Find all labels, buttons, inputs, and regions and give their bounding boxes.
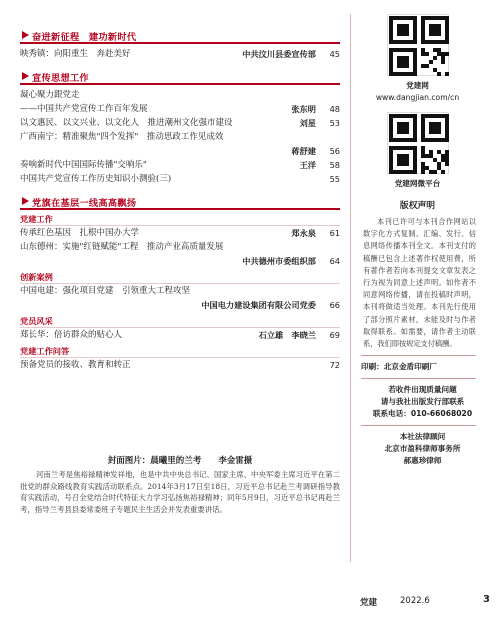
toc-entry[interactable] <box>20 240 340 254</box>
divider <box>361 378 476 379</box>
contents-column <box>20 28 340 372</box>
info-column <box>350 14 484 562</box>
divider <box>361 355 476 356</box>
divider <box>361 425 476 426</box>
entry-author: 刘星 <box>299 118 316 128</box>
legal-title: 本社法律顾问 <box>399 432 446 442</box>
entry-author: 石立雄 李晓兰 <box>258 330 316 340</box>
entry-title: 奏响新时代中国国际传播"交响乐" <box>20 160 147 170</box>
entry-title: 凝心聚力跟党走 <box>20 90 80 100</box>
entry-title: 广西南宁：精准聚焦"四个发挥" 推动思政工作见成效 <box>20 132 224 142</box>
notice-line-1: 若收件出现质量问题 <box>388 385 457 395</box>
cover-note <box>20 454 340 515</box>
entry-author: 中共汶川县委宣传部 <box>242 49 316 59</box>
legal-block <box>351 431 484 467</box>
entry-page: 64 <box>329 256 340 266</box>
entry-page: 55 <box>329 174 340 184</box>
qr-block-web <box>351 14 484 104</box>
qr-label-wechat: 党建网微平台 <box>394 179 441 188</box>
law-firm: 北京市盈科律师事务所 <box>384 444 461 454</box>
printer-info <box>351 361 484 373</box>
entry-title: 映秀镇：向阳重生 奔赴美好 <box>20 49 131 59</box>
entry-author: 张东明 <box>291 104 316 114</box>
toc-entry[interactable] <box>20 88 340 102</box>
toc-entry[interactable] <box>20 254 340 268</box>
section-title: 宣传思想工作 <box>32 73 89 84</box>
lawyer-name: 郝惠珍律师 <box>403 456 442 466</box>
toc-entry[interactable] <box>20 102 340 116</box>
toc-entry[interactable] <box>20 298 340 312</box>
toc-entry[interactable] <box>20 226 340 240</box>
entry-title: 郑长华：倍访群众的贴心人 <box>20 330 123 340</box>
toc-entry[interactable] <box>20 116 340 130</box>
entry-author: 王洋 <box>299 160 316 170</box>
entry-page: 53 <box>329 118 340 128</box>
toc-entry[interactable] <box>20 172 340 186</box>
entry-author: 中共德州市委组织部 <box>242 256 316 266</box>
entry-title: 预备党员的接收、教育和转正 <box>20 360 131 370</box>
entry-title: ——中国共产党宣传工作百年发展 <box>20 104 148 114</box>
entry-author: 中国电力建设集团有限公司党委 <box>201 300 316 310</box>
arrow-icon <box>22 197 29 205</box>
arrow-icon <box>22 72 29 80</box>
qr-code-wechat[interactable] <box>387 112 449 174</box>
entry-page: 45 <box>329 49 340 59</box>
section-header <box>20 194 340 210</box>
subsection-title: 党建工作问答 <box>20 345 340 358</box>
entry-page: 72 <box>329 360 340 370</box>
printer-line: 印刷：北京金盾印刷厂 <box>361 362 437 372</box>
qr-code-website[interactable] <box>387 14 449 76</box>
entry-page: 61 <box>329 228 340 238</box>
toc-entry[interactable] <box>20 358 340 372</box>
section-header <box>20 69 340 85</box>
entry-author: 蒋舒建 <box>291 146 316 156</box>
toc-entry[interactable] <box>20 144 340 158</box>
entry-page: 48 <box>329 104 340 114</box>
toc-entry[interactable] <box>20 130 340 144</box>
entry-title: 中国电建：强化项目党建 引领重大工程攻坚 <box>20 286 191 296</box>
subsection-title: 党员风采 <box>20 315 340 328</box>
entry-page: 69 <box>329 330 340 340</box>
page-number: 3 <box>483 594 490 605</box>
entry-page: 66 <box>329 300 340 310</box>
section-title: 奋进新征程 建功新时代 <box>32 32 137 43</box>
subsection-title: 党建工作 <box>20 213 340 226</box>
toc-entry[interactable] <box>20 47 340 61</box>
arrow-icon <box>22 31 29 39</box>
cover-description: 河南兰考是焦裕禄精神发祥地，也是中共中央总书记、国家主席、中央军委主席习近平在第二批党的群众路线教育实践活动联系点。2014年3月17日至18日，习近平总书记赴兰考调研指导教育实践活动，号召全党结合时代特征大力学习弘扬焦裕禄精神；同年5月9日，习近平总书记再赴兰考，指导兰考县县委常委班子专题民主生活会并发表重要讲话。 <box>20 470 340 514</box>
website-url[interactable]: www.dangjian.com/cn <box>375 93 460 102</box>
copyright-text: 本刊已许可与本刊合作网站以数字化方式复制、汇编、发行、信息网络传播本刊全文。本刊支付的稿酬已包含上述著作权使用费，所有著作者若向本刊提交文章发表之行为视为同意上述声明。如作者不同意网络传播，请在投稿时声明，本刊将做适当处理。本刊先行使用了部分照片素材，未能及时与作者取得联系。如需要，请作者主动联系，我们即按规定支付稿酬。 <box>363 217 476 349</box>
subsection-title: 创新案例 <box>20 271 340 284</box>
magazine-name: 党建 <box>360 598 378 608</box>
toc-entry[interactable] <box>20 328 340 342</box>
issue-number: 2022.6 <box>400 596 430 606</box>
cover-caption: 封面图片：晨曦里的兰考 李金雷摄 <box>107 456 253 466</box>
copyright-title: 版权声明 <box>399 201 436 211</box>
qr-label-web: 党建网 <box>406 81 429 90</box>
entry-page: 58 <box>329 160 340 170</box>
entry-title: 中国共产党宣传工作历史知识小测验(三) <box>20 174 172 184</box>
toc-entry[interactable] <box>20 284 340 298</box>
entry-page: 56 <box>329 146 340 156</box>
notice-block <box>351 384 484 420</box>
phone-line: 联系电话：010-66068020 <box>372 409 473 419</box>
toc-entry[interactable] <box>20 158 340 172</box>
qr-block-wechat <box>351 112 484 190</box>
entry-title: 山东德州：实施"红链赋能"工程 推动产业高质量发展 <box>20 242 224 252</box>
entry-title: 传承红色基因 扎根中国办大学 <box>20 228 140 238</box>
entry-author: 郑永泉 <box>291 228 316 238</box>
notice-line-2: 请与我社出版发行部联系 <box>380 397 465 407</box>
entry-title: 以文惠民、以文兴业、以文化人 推进潮州文化强市建设 <box>20 118 233 128</box>
page-footer <box>360 596 490 610</box>
section-header <box>20 28 340 44</box>
section-title: 党旗在基层一线高高飘扬 <box>32 198 137 209</box>
